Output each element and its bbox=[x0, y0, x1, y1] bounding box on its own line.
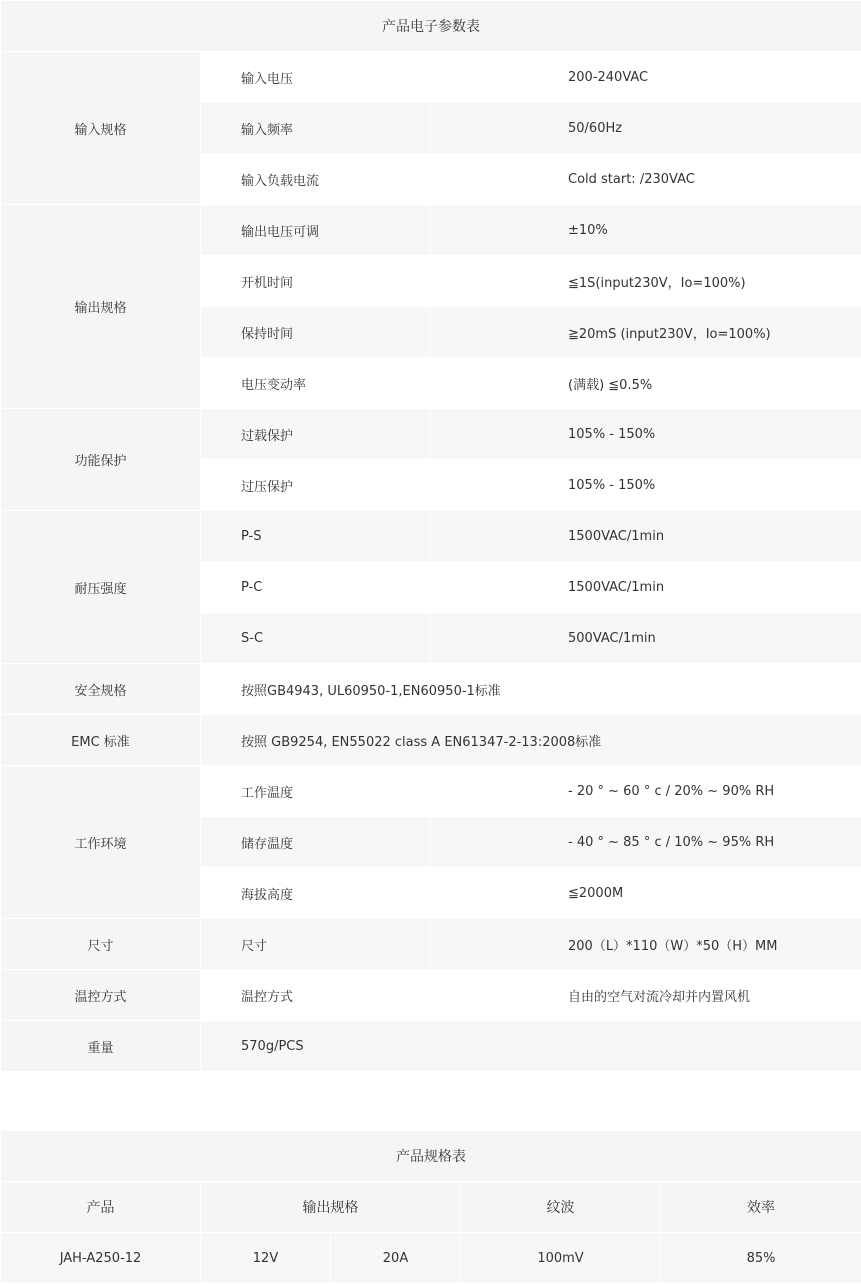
param-label-cell: 输入频率 bbox=[201, 103, 431, 154]
category-cell: 尺寸 bbox=[1, 919, 201, 970]
spec-product: JAH-A250-12 bbox=[1, 1233, 201, 1284]
spec-ripple: 100mV bbox=[461, 1233, 661, 1284]
param-value-cell: (满载) ≦0.5% bbox=[431, 358, 861, 409]
spec-data-row bbox=[1, 1233, 861, 1284]
param-value-cell: 1500VAC/1min bbox=[431, 511, 861, 562]
header-efficiency: 效率 bbox=[661, 1182, 861, 1233]
category-cell: 工作环境 bbox=[1, 766, 201, 919]
param-value-cell: Cold start: /230VAC bbox=[431, 154, 861, 205]
spec-header-row bbox=[1, 1182, 861, 1233]
param-row bbox=[1, 664, 861, 715]
param-row bbox=[1, 970, 861, 1021]
param-label-cell: S-C bbox=[201, 613, 431, 664]
param-value-cell: ±10% bbox=[431, 205, 861, 256]
param-value-cell: ≦1S(input230V，Io=100%) bbox=[431, 256, 861, 307]
param-value-cell: ≧20mS (input230V，Io=100%) bbox=[431, 307, 861, 358]
merged-value-cell: 按照GB4943, UL60950-1,EN60950-1标准 bbox=[201, 664, 861, 715]
param-label-cell: 工作温度 bbox=[201, 766, 431, 817]
param-value-cell: - 20 ° ~ 60 ° c / 20% ~ 90% RH bbox=[431, 766, 861, 817]
param-label-cell: 储存温度 bbox=[201, 817, 431, 868]
category-cell: 温控方式 bbox=[1, 970, 201, 1021]
header-ripple: 纹波 bbox=[461, 1182, 661, 1233]
spec-efficiency: 85% bbox=[661, 1233, 861, 1284]
header-product: 产品 bbox=[1, 1182, 201, 1233]
spec-title-row bbox=[1, 1131, 861, 1182]
param-row bbox=[1, 766, 861, 817]
param-label-cell: 输入负载电流 bbox=[201, 154, 431, 205]
param-label-cell: 输入电压 bbox=[201, 52, 431, 103]
param-value-cell: 200（L）*110（W）*50（H）MM bbox=[431, 919, 861, 970]
category-cell: 输出规格 bbox=[1, 205, 201, 409]
params-table-body bbox=[1, 1, 861, 1072]
param-label-cell: 开机时间 bbox=[201, 256, 431, 307]
param-value-cell: 105% - 150% bbox=[431, 409, 861, 460]
param-row bbox=[1, 919, 861, 970]
param-label-cell: 电压变动率 bbox=[201, 358, 431, 409]
param-value-cell: 50/60Hz bbox=[431, 103, 861, 154]
category-cell: 重量 bbox=[1, 1021, 201, 1072]
spec-table-title: 产品规格表 bbox=[1, 1131, 861, 1182]
spec-current: 20A bbox=[331, 1233, 461, 1284]
param-label-cell: P-C bbox=[201, 562, 431, 613]
param-label-cell: 温控方式 bbox=[201, 970, 431, 1021]
param-value-cell: ≦2000M bbox=[431, 868, 861, 919]
param-value-cell: - 40 ° ~ 85 ° c / 10% ~ 95% RH bbox=[431, 817, 861, 868]
category-cell: 输入规格 bbox=[1, 52, 201, 205]
spec-table bbox=[0, 1130, 861, 1284]
param-row bbox=[1, 511, 861, 562]
param-label-cell: 过载保护 bbox=[201, 409, 431, 460]
category-cell: 耐压强度 bbox=[1, 511, 201, 664]
param-label-cell: 输出电压可调 bbox=[201, 205, 431, 256]
header-output: 输出规格 bbox=[201, 1182, 461, 1233]
param-value-cell: 自由的空气对流冷却并内置风机 bbox=[431, 970, 861, 1021]
param-label-cell: P-S bbox=[201, 511, 431, 562]
spec-voltage: 12V bbox=[201, 1233, 331, 1284]
category-cell: 功能保护 bbox=[1, 409, 201, 511]
param-label-cell: 海拔高度 bbox=[201, 868, 431, 919]
params-table-title: 产品电子参数表 bbox=[1, 1, 861, 52]
category-cell: 安全规格 bbox=[1, 664, 201, 715]
param-label-cell: 保持时间 bbox=[201, 307, 431, 358]
param-label-cell: 过压保护 bbox=[201, 460, 431, 511]
param-row bbox=[1, 715, 861, 766]
param-value-cell: 105% - 150% bbox=[431, 460, 861, 511]
param-row bbox=[1, 1021, 861, 1072]
param-label-cell: 尺寸 bbox=[201, 919, 431, 970]
param-value-cell: 1500VAC/1min bbox=[431, 562, 861, 613]
merged-value-cell: 570g/PCS bbox=[201, 1021, 861, 1072]
param-row bbox=[1, 205, 861, 256]
category-cell: EMC 标准 bbox=[1, 715, 201, 766]
merged-value-cell: 按照 GB9254, EN55022 class A EN61347-2-13:2008标准 bbox=[201, 715, 861, 766]
param-row bbox=[1, 52, 861, 103]
param-value-cell: 500VAC/1min bbox=[431, 613, 861, 664]
param-row bbox=[1, 409, 861, 460]
params-title-row bbox=[1, 1, 861, 52]
param-value-cell: 200-240VAC bbox=[431, 52, 861, 103]
